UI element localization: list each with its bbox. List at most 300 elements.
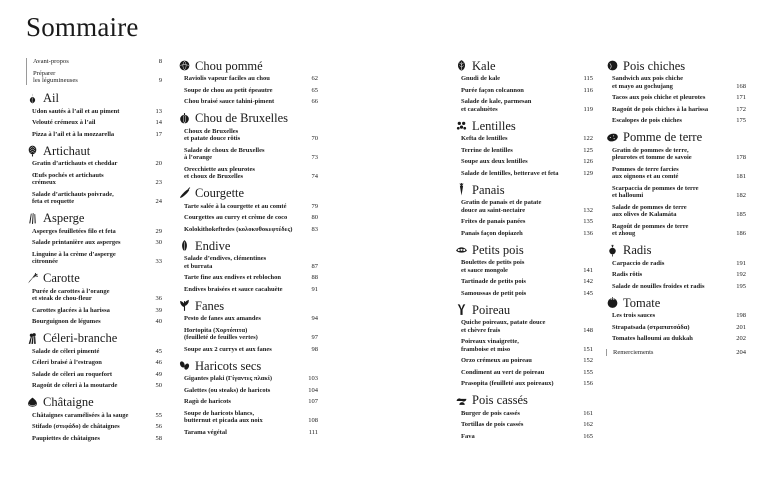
endive-icon: [178, 239, 191, 252]
toc-entry-label: Salade d’endives, clémentines et burrata: [184, 255, 267, 270]
section-entries: [455, 319, 593, 388]
toc-entry: [33, 70, 162, 85]
toc-entry-page: 126: [583, 158, 593, 165]
toc-entry-label: Tacos aux pois chiche et pleurotes: [612, 94, 706, 101]
carrot-icon: [26, 272, 39, 285]
toc-entry-page: 135: [583, 218, 593, 225]
toc-entry: [461, 290, 593, 298]
toc-entry-label: Pommes de terre farcies aux oignons et au comté: [612, 165, 679, 180]
section-header: [178, 298, 318, 313]
lentils-icon: [455, 119, 468, 132]
section-entries: [26, 108, 162, 139]
toc-entry-label: Udon sautés à l’ail et au piment: [32, 107, 120, 115]
toc-entry-page: 191: [736, 259, 746, 267]
toc-entry-page: 94: [311, 315, 318, 322]
toc-entry-label: Céleri braisé à l’estragon: [32, 359, 102, 366]
toc-entry: [461, 278, 593, 286]
toc-entry-label: Gnudi de kale: [461, 75, 501, 82]
toc-entry-page: 171: [736, 94, 746, 101]
toc-entry-label: Ragù de haricots: [184, 398, 231, 405]
toc-entry-page: 103: [308, 375, 318, 382]
toc-entry: [612, 147, 746, 162]
section-title: Artichaut: [43, 143, 91, 158]
kale-icon: [455, 59, 468, 72]
section-title: Pois chiches: [623, 58, 686, 73]
toc-entry-label: Bourguignon de légumes: [32, 318, 101, 325]
toc-entry: [612, 312, 746, 320]
toc-entry-label: Préparer les légumineuses: [33, 69, 78, 84]
toc-entry-page: 29: [155, 227, 162, 235]
toc-entry: [32, 288, 162, 303]
toc-entry: [32, 318, 162, 326]
toc-entry-label: Quiche poireaux, patate douce et chèvre frais: [461, 319, 546, 334]
section-title: Lentilles: [472, 118, 516, 133]
toc-entry: [184, 75, 318, 83]
radish-icon: [606, 244, 619, 257]
section-entries: [178, 375, 318, 436]
toc-entry-label: Gratin d’artichauts et cheddar: [32, 160, 118, 167]
toc-entry-label: Hortopita (Χορτόπιτα) (feuilleté de feuilles vertes): [184, 326, 258, 341]
toc-entry-page: 30: [155, 239, 162, 246]
toc-section: [455, 302, 593, 388]
toc-entry-label: Burger de pois cassés: [461, 409, 520, 417]
toc-entry-page: 115: [583, 75, 593, 82]
toc-entry-page: 165: [583, 432, 593, 440]
toc-section: [178, 298, 318, 353]
toc-entry-label: Scarpaccia de pommes de terre et halloumi: [612, 184, 699, 199]
toc-entry-page: 201: [736, 323, 746, 331]
toc-entry-page: 107: [308, 398, 318, 405]
toc-entry: [612, 117, 746, 125]
toc-entry-label: Purée façon colcannon: [461, 86, 524, 94]
section-entries: [606, 147, 746, 238]
toc-entry: [32, 371, 162, 379]
section-title: Fanes: [195, 298, 225, 313]
toc-section: [26, 91, 162, 139]
toc-section: [178, 358, 318, 436]
artichoke-icon: [26, 144, 39, 157]
toc-entry: [461, 421, 593, 429]
garlic-icon: [26, 92, 39, 105]
toc-entry: [32, 359, 162, 367]
toc-entry-label: Carottes glacées à la harissa: [32, 306, 110, 314]
toc-section: [26, 211, 162, 266]
section-title: Chou pommé: [195, 58, 263, 73]
toc-entry-page: 23: [155, 179, 162, 186]
section-title: Poireau: [472, 302, 511, 317]
toc-entry: [612, 271, 746, 279]
toc-entry: [612, 324, 746, 332]
toc-section: [178, 111, 318, 181]
toc-entry-page: 83: [311, 225, 318, 233]
section-header: [178, 58, 318, 73]
toc-entry-page: 198: [736, 312, 746, 319]
toc-entry: [184, 315, 318, 323]
toc-entry-page: 132: [583, 206, 593, 214]
toc-entry-label: Frites de panais panées: [461, 218, 526, 225]
section-header: [455, 302, 593, 317]
toc-entry-label: Panais façon dopiazeh: [461, 229, 523, 237]
toc-entry-label: Pizza à l’ail et à la mozzarella: [32, 130, 115, 138]
section-entries: [26, 288, 162, 326]
section-title: Ail: [43, 91, 59, 105]
parsnip-icon: [455, 183, 468, 196]
section-header: [178, 111, 318, 126]
toc-entry: [612, 335, 746, 343]
toc-entry-label: Ragoût de céleri à la moutarde: [32, 382, 118, 389]
chickpeas-icon: [606, 59, 619, 72]
toc-entry-label: Ragoût de pois chiches à la harissa: [612, 105, 709, 113]
backmatter: [606, 349, 746, 357]
toc-entry-label: Pesto de fanes aux amandes: [184, 315, 261, 322]
toc-entry: [184, 375, 318, 383]
toc-entry-page: 46: [155, 359, 162, 366]
toc-entry: [612, 185, 746, 200]
toc-entry: [184, 398, 318, 406]
toc-entry: [613, 349, 746, 357]
toc-column-2: [178, 58, 318, 441]
toc-section: [455, 58, 593, 113]
toc-entry-label: Endives braisées et sauce cacahuète: [184, 285, 283, 293]
toc-entry: [612, 94, 746, 102]
section-header: [26, 211, 162, 226]
section-entries: [26, 348, 162, 390]
toc-entry-label: Salade de lentilles, betterave et feta: [461, 169, 559, 177]
toc-entry-page: 14: [155, 119, 162, 126]
toc-entry-label: Orzo crémeux au poireau: [461, 357, 532, 364]
toc-entry-label: Salade printanière aux asperges: [32, 239, 121, 246]
toc-entry-page: 202: [736, 335, 746, 342]
toc-entry-page: 8: [158, 58, 162, 65]
toc-entry-page: 45: [155, 347, 162, 355]
toc-section: [606, 58, 746, 125]
toc-entry-page: 70: [311, 135, 318, 142]
toc-entry-label: Salade de nouilles froides et radis: [612, 282, 705, 290]
toc-entry-page: 125: [583, 146, 593, 154]
toc-entry-label: Salade de céleri pimenté: [32, 347, 100, 355]
toc-entry-page: 55: [155, 411, 162, 419]
section-entries: [455, 259, 593, 297]
toc-section: [606, 295, 746, 343]
toc-column-1: [26, 58, 162, 447]
toc-entry-label: Gratin de panais et de patate douce au saint-nectaire: [461, 199, 542, 214]
toc-entry-page: 182: [736, 192, 746, 199]
toc-entry-page: 66: [311, 98, 318, 105]
toc-entry: [461, 199, 593, 214]
section-title: Pomme de terre: [623, 130, 703, 144]
toc-entry: [461, 158, 593, 166]
toc-entry: [612, 260, 746, 268]
toc-entry: [32, 251, 162, 266]
section-title: Châtaigne: [43, 395, 94, 409]
toc-entry-page: 9: [158, 77, 162, 84]
toc-entry-page: 178: [736, 154, 746, 161]
frontmatter: [26, 58, 162, 85]
toc-entry: [184, 98, 318, 106]
toc-entry: [184, 274, 318, 282]
toc-entry-label: Soupe de chou au petit épeautre: [184, 86, 273, 94]
section-title: Courgette: [195, 186, 245, 200]
toc-entry: [461, 218, 593, 226]
toc-entry: [461, 98, 593, 113]
section-title: Haricots secs: [195, 358, 262, 373]
toc-entry-label: Salade d’artichauts poivrade, feta et roquette: [32, 190, 114, 205]
toc-entry: [461, 87, 593, 95]
toc-entry: [461, 433, 593, 441]
toc-entry-label: Chou braisé sauce tahini-piment: [184, 98, 275, 105]
section-title: Carotte: [43, 271, 80, 285]
toc-entry: [184, 87, 318, 95]
section-entries: [178, 315, 318, 353]
cabbage-icon: [178, 59, 191, 72]
section-header: [26, 143, 162, 158]
toc-entry: [461, 410, 593, 418]
toc-section: [455, 242, 593, 297]
toc-entry: [612, 106, 746, 114]
toc-entry: [32, 435, 162, 443]
section-header: [178, 238, 318, 253]
toc-entry-page: 91: [311, 285, 318, 293]
toc-entry-page: 204: [736, 348, 746, 356]
section-entries: [26, 412, 162, 443]
toc-entry: [461, 147, 593, 155]
leek-icon: [455, 303, 468, 316]
toc-entry: [32, 119, 162, 127]
toc-entry-page: 24: [155, 198, 162, 205]
toc-entry-page: 181: [736, 173, 746, 180]
toc-entry-page: 148: [583, 326, 593, 334]
section-header: [606, 243, 746, 258]
toc-entry-label: Gigantes plaki (Γίγαντες πλακί): [184, 375, 273, 382]
section-title: Panais: [472, 182, 505, 197]
toc-section: [606, 243, 746, 291]
toc-entry-label: Carpaccio de radis: [612, 259, 665, 267]
toc-entry: [32, 160, 162, 168]
toc-entry-label: Strapatsada (στραπατσάδα): [612, 323, 690, 331]
section-title: Petits pois: [472, 242, 524, 257]
toc-entry: [32, 348, 162, 356]
toc-entry-label: Salade de pommes de terre aux olives de Kalamáta: [612, 203, 687, 218]
toc-entry: [184, 346, 318, 354]
toc-entry: [461, 338, 593, 353]
section-header: [26, 271, 162, 286]
toc-entry-label: Salade de choux de Bruxelles à l’orange: [184, 146, 265, 161]
toc-entry-page: 129: [583, 169, 593, 177]
toc-section: [26, 331, 162, 390]
toc-entry-label: Raviolis vapeur faciles au chou: [184, 75, 270, 82]
toc-entry: [612, 166, 746, 181]
toc-entry-label: Salade de céleri au roquefort: [32, 370, 113, 378]
toc-entry-label: Kolokithokeftedes (κολοκυθοκεφτέδες): [184, 225, 293, 233]
section-entries: [178, 75, 318, 106]
toc-entry-label: Soupe de haricots blancs, butternut et picada aux noix: [184, 409, 263, 424]
toc-entry-page: 88: [311, 274, 318, 281]
toc-entry-label: Œufs pochés et artichauts crémeux: [32, 171, 104, 186]
section-entries: [178, 203, 318, 234]
toc-entry-label: Tarte salée à la courgette et au comté: [184, 202, 287, 210]
toc-entry-label: Les trois sauces: [612, 312, 656, 319]
section-header: [455, 118, 593, 133]
toc-entry-page: 145: [583, 289, 593, 297]
toc-entry-page: 195: [736, 282, 746, 290]
toc-section: [455, 393, 593, 441]
section-header: [178, 186, 318, 201]
toc-entry-page: 39: [155, 306, 162, 314]
toc-entry-label: Radis rôtis: [612, 271, 643, 278]
toc-section: [606, 130, 746, 238]
toc-entry-page: 156: [583, 380, 593, 387]
toc-entry-page: 40: [155, 318, 162, 325]
section-title: Asperge: [43, 211, 85, 225]
toc-entry-page: 79: [311, 202, 318, 210]
toc-entry-page: 168: [736, 82, 746, 90]
toc-entry: [461, 135, 593, 143]
toc-entry-label: Stifado (στιφάδο) de châtaignes: [32, 423, 120, 430]
toc-entry-label: Purée de carottes à l’orange et steak de chou-fleur: [32, 287, 110, 302]
toc-entry-page: 122: [583, 135, 593, 142]
section-entries: [178, 128, 318, 181]
toc-entry-label: Velouté crémeux à l’ail: [32, 119, 96, 126]
section-title: Radis: [623, 243, 652, 257]
toc-entry: [32, 423, 162, 431]
chestnut-icon: [26, 396, 39, 409]
toc-entry: [32, 191, 162, 206]
toc-entry: [612, 283, 746, 291]
section-entries: [606, 75, 746, 125]
toc-entry: [32, 412, 162, 420]
toc-entry-label: Courgettes au curry et crème de coco: [184, 214, 288, 221]
toc-entry: [461, 259, 593, 274]
toc-entry: [32, 307, 162, 315]
toc-entry-page: 142: [583, 278, 593, 285]
toc-entry-page: 192: [736, 271, 746, 278]
toc-entry-page: 151: [583, 345, 593, 353]
section-title: Kale: [472, 58, 496, 73]
toc-entry: [461, 319, 593, 334]
toc-entry: [461, 380, 593, 388]
toc-entry-label: Escalopes de pois chiches: [612, 117, 682, 124]
split-peas-icon: [455, 394, 468, 407]
toc-entry-page: 172: [736, 105, 746, 113]
potato-icon: [606, 131, 619, 144]
section-title: Endive: [195, 238, 231, 253]
toc-entry-label: Remerciements: [613, 348, 654, 356]
toc-entry: [461, 357, 593, 365]
toc-entry-page: 161: [583, 409, 593, 417]
toc-entry-label: Orecchiette aux pleurotes et choux de Bruxelles: [184, 165, 255, 180]
toc-entry: [32, 131, 162, 139]
toc-entry: [184, 410, 318, 425]
toc-entry: [32, 108, 162, 116]
toc-entry: [461, 369, 593, 377]
section-header: [26, 91, 162, 106]
section-entries: [455, 410, 593, 441]
section-header: [606, 58, 746, 73]
toc-entry-page: 49: [155, 370, 162, 378]
toc-entry-page: 119: [583, 105, 593, 113]
toc-entry: [461, 75, 593, 83]
toc-entry-label: Tartinade de petits pois: [461, 278, 526, 285]
toc-entry: [32, 172, 162, 187]
toc-entry-label: Poireaux vinaigrette, framboise et miso: [461, 338, 519, 353]
section-entries: [606, 312, 746, 343]
toc-entry-label: Gratin de pommes de terre, pleurotes et tomme de savoie: [612, 146, 692, 161]
toc-entry-label: Soupe aux 2 currys et aux fanes: [184, 345, 272, 353]
toc-entry-page: 175: [736, 117, 746, 124]
toc-entry-label: Paupiettes de châtaignes: [32, 434, 100, 442]
toc-entry: [33, 58, 162, 66]
toc-entry: [184, 214, 318, 222]
toc-entry: [184, 226, 318, 234]
brussels-sprout-icon: [178, 112, 191, 125]
toc-entry: [32, 382, 162, 390]
toc-entry-label: Samoussas de petit pois: [461, 289, 527, 297]
toc-entry: [184, 255, 318, 270]
toc-entry-page: 87: [311, 262, 318, 270]
toc-entry-label: Boulettes de petits pois et sauce mongole: [461, 259, 525, 274]
toc-entry-label: Tarama végétal: [184, 428, 227, 436]
toc-entry: [184, 147, 318, 162]
section-entries: [26, 228, 162, 266]
toc-entry: [461, 230, 593, 238]
toc-entry-label: Choux de Bruxelles et patate douce rôtis: [184, 127, 241, 142]
toc-entry-page: 36: [155, 295, 162, 302]
page-title: Sommaire: [26, 12, 139, 42]
toc-entry-page: 104: [308, 386, 318, 394]
section-entries: [455, 75, 593, 113]
toc-entry-page: 73: [311, 154, 318, 161]
toc-column-3: [455, 58, 593, 445]
toc-entry-label: Soupe aux deux lentilles: [461, 158, 528, 165]
peas-icon: [455, 243, 468, 256]
toc-entry-label: Sandwich aux pois chiche et mayo au gochujang: [612, 75, 683, 90]
toc-entry: [184, 387, 318, 395]
toc-entry-page: 65: [311, 86, 318, 94]
toc-entry-page: 108: [308, 417, 318, 424]
toc-entry-label: Asperges feuilletées filo et feta: [32, 227, 116, 235]
zucchini-icon: [178, 187, 191, 200]
toc-section: [26, 143, 162, 206]
toc-section: [26, 271, 162, 326]
toc-entry-page: 62: [311, 75, 318, 82]
toc-entry-label: Tortillas de pois cassés: [461, 421, 524, 428]
asparagus-icon: [26, 212, 39, 225]
toc-section: [178, 186, 318, 234]
toc-section: [178, 238, 318, 293]
toc-section: [455, 118, 593, 177]
toc-section: [178, 58, 318, 106]
toc-entry-label: Avant-propos: [33, 58, 69, 65]
section-title: Céleri-branche: [43, 331, 118, 345]
toc-entry-page: 116: [583, 86, 593, 94]
toc-entry-page: 141: [583, 266, 593, 274]
toc-entry-label: Linguine à la crème d’asperge citronnée: [32, 250, 116, 265]
section-entries: [26, 160, 162, 206]
section-entries: [455, 199, 593, 237]
toc-section: [26, 395, 162, 443]
toc-entry: [184, 286, 318, 294]
section-entries: [178, 255, 318, 293]
toc-entry: [184, 327, 318, 342]
toc-entry: [612, 223, 746, 238]
toc-entry-label: Ragoût de pommes de terre et zhoug: [612, 222, 689, 237]
toc-entry: [184, 429, 318, 437]
greens-icon: [178, 299, 191, 312]
toc-entry-label: Tomates halloumi au dukkah: [612, 335, 693, 342]
toc-entry-page: 152: [583, 357, 593, 364]
section-header: [178, 358, 318, 373]
section-header: [26, 395, 162, 410]
